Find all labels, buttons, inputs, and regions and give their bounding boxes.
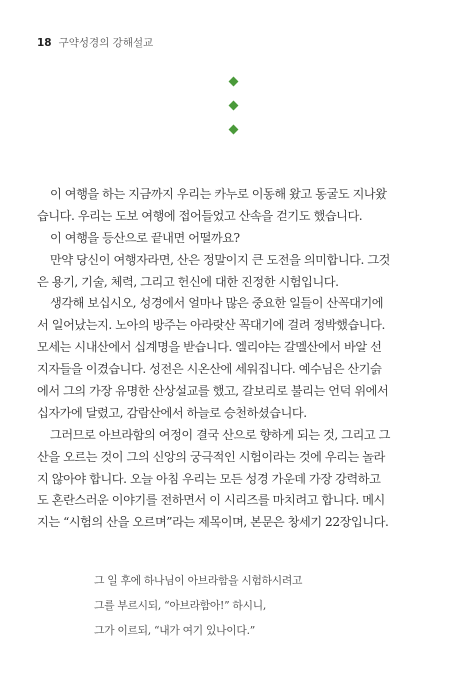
page-number: 18 <box>37 37 52 49</box>
diamond-ornament-icon <box>229 77 239 87</box>
text-line: 십자가에 달렸고, 감람산에서 하늘로 승천하셨습니다. <box>37 405 307 420</box>
text-line: 도 혼란스러운 이야기를 전하면서 이 시리즈를 마치려고 합니다. 메시 <box>37 493 385 508</box>
text-line: 그러므로 아브라함의 여정이 결국 산으로 향하게 되는 것, 그리고 그 <box>50 427 390 442</box>
diamond-ornament-icon <box>229 101 239 111</box>
diamond-ornament-icon <box>229 125 239 135</box>
text-line: 지자들을 이겼습니다. 성전은 시온산에 세워집니다. 예수님은 산기슭 <box>37 362 382 377</box>
text-line: 에서 그의 가장 유명한 산상설교를 했고, 갈보리로 불리는 언덕 위에서 <box>37 384 389 399</box>
text-line: 지는 “시험의 산을 오르며”라는 제목이며, 본문은 창세기 22장입니다. <box>37 515 389 530</box>
running-header <box>37 36 153 50</box>
text-line: 은 용기, 기술, 체력, 그리고 헌신에 대한 진정한 시험입니다. <box>37 274 339 289</box>
text-line: 만약 당신이 여행자라면, 산은 정말이지 큰 도전을 의미합니다. 그것 <box>50 252 390 267</box>
book-title: 구약성경의 강해설교 <box>58 37 154 49</box>
body-text <box>37 184 433 534</box>
text-line: 습니다. 우리는 도보 여행에 접어들었고 산속을 걷기도 했습니다. <box>37 208 363 223</box>
text-line: 서 일어났는지. 노아의 방주는 아라랏산 꼭대기에 걸려 정박했습니다. <box>37 318 385 333</box>
quote-line: 그 일 후에 하나님이 아브라함을 시험하시려고 <box>94 574 303 587</box>
text-line: 지 않아야 합니다. 오늘 아침 우리는 모든 성경 가운데 가장 강력하고 <box>37 471 381 486</box>
quote-line: 그가 이르되, “내가 여기 있나이다.” <box>94 624 255 637</box>
text-line: 이 여행을 하는 지금까지 우리는 카누로 이동해 왔고 동굴도 지나왔 <box>50 187 387 201</box>
text-line: 이 여행을 등산으로 끝내면 어떨까요? <box>50 230 240 245</box>
text-line: 산을 오르는 것이 그의 신앙의 궁극적인 시험이라는 것에 우리는 놀라 <box>37 449 385 464</box>
text-line: 생각해 보십시오, 성경에서 얼마나 많은 중요한 일들이 산꼭대기에 <box>50 296 384 311</box>
scripture-quote <box>94 568 424 643</box>
text-line: 모세는 시내산에서 십계명을 받습니다. 엘리야는 갈멜산에서 바알 선 <box>37 340 382 355</box>
quote-line: 그를 부르시되, “아브라함아!” 하시니, <box>94 599 266 612</box>
